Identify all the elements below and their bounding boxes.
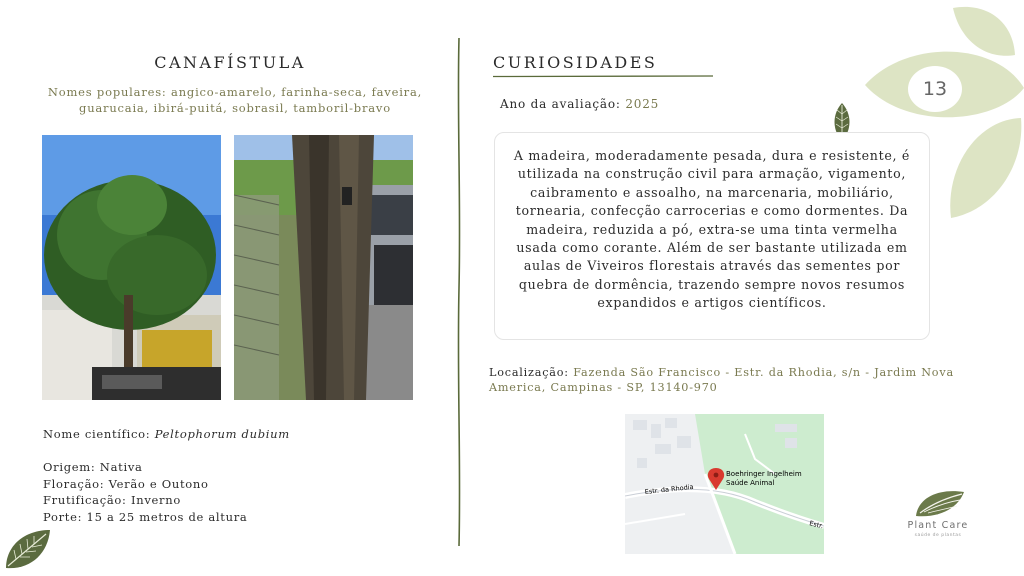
scientific-name-value: Peltophorum dubium [154,427,290,441]
plant-details [43,459,248,525]
map-place-name: Boehringer Ingelheim [726,470,802,478]
size-text: Porte: 15 a 25 metros de altura [43,509,248,524]
road-label-2: Estr. [808,519,824,531]
title-underline [493,75,713,78]
logo-tagline: saúde de plantas [914,533,962,538]
curiosities-title: CURIOSIDADES [493,53,658,72]
trunk-photo [234,135,413,400]
year-label: Ano da avaliação: [500,97,626,111]
page-number-badge: 13 [908,66,962,112]
location [489,365,989,395]
origin-text: Origem: Nativa [43,460,143,474]
curiosity-text: A madeira, moderadamente pesada, dura e resistente, é utilizada na construção civil para armação, vigamento, caibramento e assoalho, na marcenaria, mobiliário, torneari‌a, confecção carrocerias e como dormentes. Da madeira, reduzida a pó, extra-se uma tinta vermelha usada como corante. Além de ser bastante utilizada em aulas de Viveiros florestais através das sementes por quebra de dormência, trazendo sempre novos resumos expandidos e artigos científicos. [513,148,911,311]
location-label: Localização: [489,366,574,379]
road-label-1: Estr. da Rhodia [644,482,694,496]
evaluation-year [500,97,659,111]
tree-photo [42,135,221,400]
popular-names: Nomes populares: angico-amarelo, farinha-seca, faveira, guarucaia, ibirá-puitá, sobrasil, tamboril-bravo [47,85,423,115]
map-place-name-2: Saúde Animal [726,479,775,487]
fruiting-text: Frutificação: Inverno [43,493,181,507]
flowering-text: Floração: Verão e Outono [43,476,209,491]
plant-title: CANAFÍSTULA [154,53,306,72]
vertical-divider [456,38,462,546]
logo-name: Plant Care [907,520,969,531]
leaf-shape-top [953,7,1015,56]
leaf-logo-icon [912,486,970,520]
scientific-name-label: Nome científico: [43,427,155,441]
scientific-name [43,426,290,443]
leaf-icon [2,526,52,572]
year-value: 2025 [625,97,660,111]
location-value: Fazenda São Francisco - Estr. da Rhodia, s/n - Jardim Nova America, Campinas - SP, 13140-970 [489,366,954,394]
curiosity-box [494,132,930,340]
location-map[interactable] [625,414,824,554]
leaf-shape-bottom [950,118,1021,218]
